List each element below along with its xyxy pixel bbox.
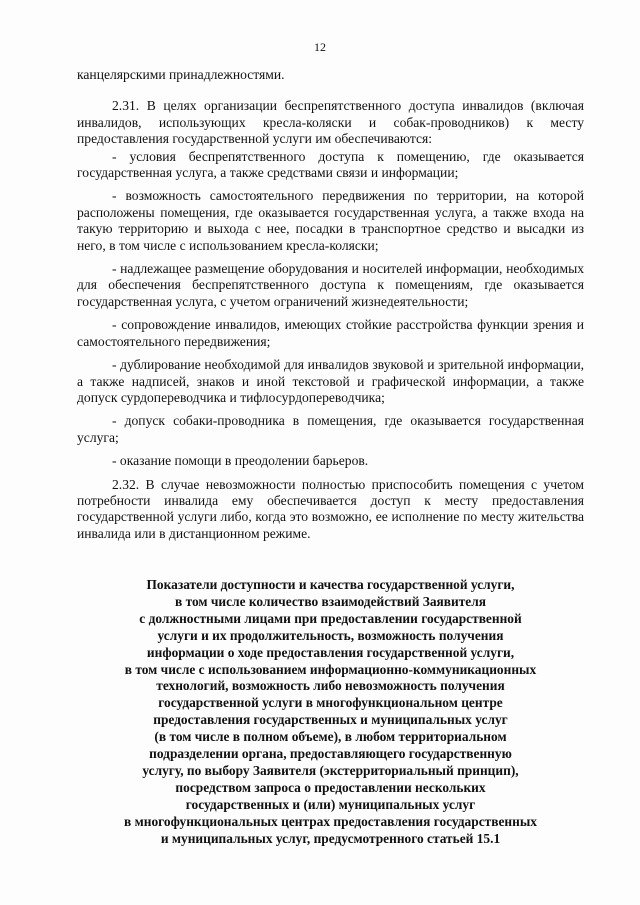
heading-line: подразделении органа, предоставляющего государственную: [149, 746, 512, 762]
list-item-duplication: - дублирование необходимой для инвалидов звуковой и зрительной информации, а также надписей, знаков и иной текстовой и графической информации, а также допуск сурдопереводчика и тифлосурдопереводчика;: [77, 357, 584, 405]
heading-line: Показатели доступности и качества государственной услуги,: [146, 577, 515, 592]
heading-line: услугу, по выбору Заявителя (экстерриториальный принцип),: [142, 762, 519, 778]
heading-line: государственной услуги в многофункциональном центре: [158, 695, 503, 711]
heading-line: государственных и (или) муниципальных услуг: [185, 796, 476, 812]
heading-line: с должностными лицами при предоставлении государственной: [139, 610, 522, 626]
paragraph-continuation: канцелярскими принадлежностями.: [77, 67, 285, 82]
heading-line: в многофункциональных центрах предоставления государственных: [124, 813, 537, 829]
heading-line: услуги и их продолжительность, возможность получения: [157, 627, 504, 643]
heading-line: информации о ходе предоставления государственной услуги,: [146, 644, 515, 660]
heading-line: (в том числе в полном объеме), в любом территориальном: [154, 729, 507, 745]
section-heading: [77, 577, 584, 848]
paragraph-2-31: 2.31. В целях организации беспрепятственного доступа инвалидов (включая инвалидов, использующих кресла-коляски и собак-проводников) к месту предоставления государственной услуги им обеспечиваются:: [77, 98, 584, 147]
list-item-equipment-placement: - надлежащее размещение оборудования и носителей информации, необходимых для обеспечения беспрепятственного доступа к помещениям, где оказывается государственная услуга, с учетом ограничений жизнедеятельности;: [77, 261, 584, 309]
body-text: [77, 67, 584, 549]
list-item-access-conditions: - условия беспрепятственного доступа к помещению, где оказывается государственная услуга, а также средствами связи и информации;: [77, 148, 584, 181]
heading-line: в том числе с использованием информационно-коммуникационных: [124, 661, 537, 677]
page-number: 12: [314, 40, 326, 54]
list-item-guide-dog: - допуск собаки-проводника в помещения, где оказывается государственная услуга;: [77, 413, 584, 445]
heading-line: технологий, возможность либо невозможность получения: [156, 678, 505, 694]
list-item-movement: - возможность самостоятельного передвижения по территории, на которой расположены помещения, где оказывается государственная услуга, а также входа на такую территорию и выхода с нее, посадки в транспортное средство и высадки из него, в том числе с использованием кресла-коляски;: [77, 188, 584, 253]
heading-line: посредством запроса о предоставлении нескольких: [175, 779, 486, 795]
list-item-escort: - сопровождение инвалидов, имеющих стойкие расстройства функции зрения и самостоятельного передвижения;: [77, 317, 584, 349]
heading-line: предоставления государственных и муниципальных услуг: [153, 712, 508, 728]
paragraph-2-32: 2.32. В случае невозможности полностью приспособить помещения с учетом потребности инвалида ему обеспечивается доступ к месту предоставления государственной услуги либо, когда это возможно, ее исполнение по месту жительства инвалида или в дистанционном режиме.: [77, 476, 584, 541]
heading-line: в том числе количество взаимодействий Заявителя: [174, 593, 487, 609]
heading-line: и муниципальных услуг, предусмотренного статьей 15.1: [160, 830, 501, 846]
list-item-barrier-help: - оказание помощи в преодолении барьеров.: [112, 453, 369, 469]
